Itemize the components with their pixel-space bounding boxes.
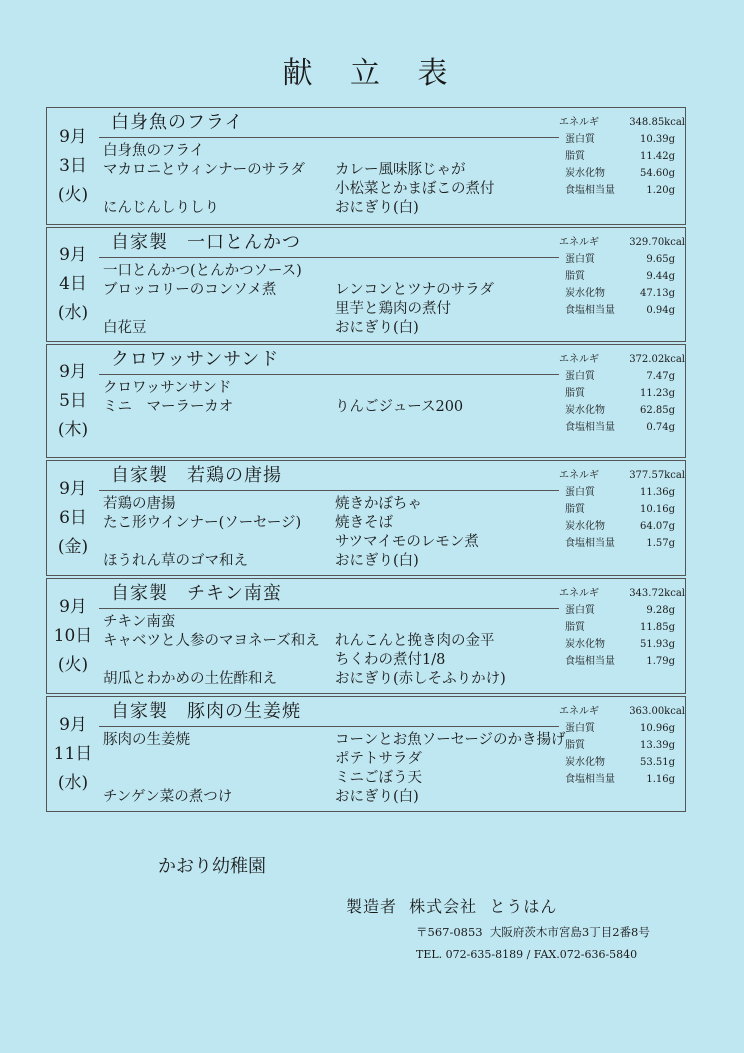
dish-item: ちくわの煮付1/8 — [335, 652, 446, 668]
dish-item: ミニごぼう天 — [335, 770, 422, 786]
nutrition-value: 11.23g — [639, 388, 675, 399]
dish-item — [103, 436, 335, 455]
nutrition-label: 蛋白質 — [565, 605, 595, 616]
date-month: 9月 — [59, 361, 87, 382]
date-month: 9月 — [59, 478, 87, 499]
date-day: 4日 — [59, 274, 87, 294]
dish-item: おにぎり(赤しそふりかけ) — [335, 671, 506, 687]
date-month: 9月 — [59, 714, 87, 735]
dish-item: 里芋と鶏肉の煮付 — [335, 301, 451, 317]
page-title: 献 立 表 — [282, 56, 462, 91]
dish-item: レンコンとツナのサラダ — [335, 282, 494, 298]
side-dishes — [103, 142, 563, 218]
side-dishes — [103, 379, 563, 455]
date-day: 11日 — [53, 743, 93, 764]
nutrition-label: エネルギ — [559, 706, 599, 717]
nutrition-label: 炭水化物 — [565, 757, 605, 768]
nutrition-carb — [559, 754, 687, 771]
dish-row — [103, 788, 563, 807]
dish-row — [103, 180, 563, 199]
nutrition-value: 11.36g — [639, 487, 675, 498]
kindergarten-name: かおり幼稚園 — [158, 856, 266, 877]
dish-item: おにぎり(白) — [335, 553, 419, 569]
dish-row — [103, 632, 563, 651]
nutrition-carb — [559, 402, 687, 419]
contact: TEL. 072-635-8189 / FAX.072-636-5840 — [416, 948, 638, 961]
date-month: 9月 — [59, 596, 87, 617]
dish-row — [103, 281, 563, 300]
nutrition-value: 7.47g — [646, 371, 675, 382]
dish-item: コーンとお魚ソーセージのかき揚げ — [335, 732, 566, 748]
day-block — [46, 344, 686, 458]
date-cell — [47, 461, 99, 575]
nutrition-label: 蛋白質 — [565, 723, 595, 734]
dish-row — [103, 514, 563, 533]
dish-row — [103, 199, 563, 218]
side-dishes — [103, 731, 566, 807]
nutrition-salt — [559, 535, 687, 552]
nutrition-value: 1.57g — [646, 538, 675, 549]
nutrition-salt — [559, 302, 687, 319]
nutrition-label: エネルギ — [559, 354, 599, 365]
nutrition-fat — [559, 619, 687, 636]
nutrition-protein — [559, 720, 687, 737]
nutrition-fat — [559, 148, 687, 165]
nutrition-fat — [559, 737, 687, 754]
dish-item: ポテトサラダ — [335, 751, 422, 767]
main-dish: クロワッサンサンド — [99, 345, 559, 375]
date-weekday: (火) — [57, 184, 89, 205]
dish-item: 小松菜とかまぼこの煮付 — [335, 181, 495, 197]
main-dish: 自家製 若鶏の唐揚 — [99, 461, 559, 491]
dish-row — [103, 319, 563, 338]
nutrition-value: 372.02kcal — [629, 354, 685, 365]
nutrition-fat — [559, 268, 687, 285]
nutrition-label: 炭水化物 — [565, 639, 605, 650]
dish-item: ほうれん草のゴマ和え — [103, 553, 248, 569]
date-cell — [47, 579, 99, 693]
dish-row — [103, 731, 566, 750]
day-block — [46, 227, 686, 342]
day-block — [46, 578, 686, 694]
nutrition-value: 1.20g — [646, 185, 675, 196]
nutrition-label: 炭水化物 — [565, 168, 605, 179]
nutrition-value: 377.57kcal — [629, 470, 685, 481]
dish-item: チキン南蛮 — [103, 614, 176, 630]
dish-item — [103, 533, 335, 552]
dish-row — [103, 379, 563, 398]
main-dish: 自家製 豚肉の生姜焼 — [99, 697, 559, 727]
dish-item — [103, 180, 335, 199]
date-weekday: (金) — [57, 536, 89, 557]
nutrition-label: 脂質 — [565, 388, 585, 399]
nutrition-protein — [559, 368, 687, 385]
dish-item: マカロニとウィンナーのサラダ — [103, 162, 305, 178]
dish-row — [103, 651, 563, 670]
nutrition-value: 64.07g — [639, 521, 675, 532]
dish-item: おにぎり(白) — [335, 320, 419, 336]
nutrition-value: 363.00kcal — [629, 706, 685, 717]
dish-row — [103, 552, 563, 571]
nutrition-energy — [559, 234, 687, 251]
nutrition-value: 10.16g — [639, 504, 675, 515]
nutrition-value: 47.13g — [639, 288, 675, 299]
dish-row — [103, 161, 563, 180]
nutrition-protein — [559, 484, 687, 501]
nutrition-label: 食塩相当量 — [565, 422, 615, 433]
nutrition-value: 51.93g — [639, 639, 675, 650]
nutrition-label: 食塩相当量 — [565, 656, 615, 667]
date-cell — [47, 108, 99, 224]
nutrition-panel — [559, 467, 687, 552]
day-block — [46, 107, 686, 225]
dish-item: ミニ マーラーカオ — [103, 399, 234, 415]
nutrition-value: 9.65g — [646, 254, 675, 265]
nutrition-label: エネルギ — [559, 237, 599, 248]
nutrition-panel — [559, 114, 687, 199]
dish-item — [103, 769, 335, 788]
nutrition-label: 食塩相当量 — [565, 774, 615, 785]
nutrition-panel — [559, 703, 687, 788]
dish-item — [335, 262, 563, 281]
nutrition-carb — [559, 636, 687, 653]
nutrition-panel — [559, 585, 687, 670]
nutrition-label: 脂質 — [565, 622, 585, 633]
dish-row — [103, 398, 563, 417]
nutrition-carb — [559, 285, 687, 302]
date-weekday: (木) — [57, 419, 89, 440]
nutrition-label: 炭水化物 — [565, 288, 605, 299]
dish-row — [103, 613, 563, 632]
dish-item — [335, 613, 563, 632]
dish-item: 焼きかぼちゃ — [335, 496, 422, 512]
nutrition-value: 9.28g — [646, 605, 675, 616]
nutrition-salt — [559, 419, 687, 436]
nutrition-value: 348.85kcal — [629, 117, 685, 128]
nutrition-energy — [559, 114, 687, 131]
nutrition-protein — [559, 602, 687, 619]
dish-row — [103, 750, 563, 769]
nutrition-label: 脂質 — [565, 151, 585, 162]
dish-item: りんごジュース200 — [335, 399, 464, 415]
side-dishes — [103, 495, 563, 571]
nutrition-value: 11.42g — [639, 151, 675, 162]
date-weekday: (水) — [57, 303, 89, 323]
nutrition-label: 蛋白質 — [565, 134, 595, 145]
date-day: 10日 — [53, 625, 93, 646]
nutrition-label: 脂質 — [565, 740, 585, 751]
dish-item: カレー風味豚じゃが — [335, 162, 466, 178]
nutrition-salt — [559, 182, 687, 199]
date-day: 3日 — [59, 155, 87, 176]
dish-item: れんこんと挽き肉の金平 — [335, 633, 495, 649]
nutrition-label: エネルギ — [559, 470, 599, 481]
dish-item: 白花豆 — [103, 320, 147, 336]
dish-item: 焼きそば — [335, 515, 393, 531]
side-dishes — [103, 262, 563, 338]
nutrition-label: 脂質 — [565, 271, 585, 282]
nutrition-salt — [559, 653, 687, 670]
day-block — [46, 460, 686, 576]
nutrition-label: 食塩相当量 — [565, 185, 615, 196]
nutrition-label: エネルギ — [559, 117, 599, 128]
nutrition-carb — [559, 518, 687, 535]
main-dish: 自家製 チキン南蛮 — [99, 579, 559, 609]
date-month: 9月 — [59, 126, 87, 147]
dish-row — [103, 417, 563, 436]
dish-item: 胡瓜とわかめの土佐酢和え — [103, 671, 277, 687]
dish-row — [103, 670, 563, 689]
dish-item: 豚肉の生姜焼 — [103, 732, 190, 748]
nutrition-label: 蛋白質 — [565, 487, 595, 498]
dish-item: たこ形ウインナー(ソーセージ) — [103, 515, 302, 531]
nutrition-carb — [559, 165, 687, 182]
dish-item — [103, 651, 335, 670]
date-day: 6日 — [59, 507, 87, 528]
main-dish: 白身魚のフライ — [99, 108, 559, 138]
nutrition-value: 11.85g — [639, 622, 675, 633]
nutrition-salt — [559, 771, 687, 788]
nutrition-label: 食塩相当量 — [565, 538, 615, 549]
dish-item: チンゲン菜の煮つけ — [103, 789, 233, 805]
nutrition-panel — [559, 351, 687, 436]
dish-item: 若鶏の唐揚 — [103, 496, 176, 512]
nutrition-label: 脂質 — [565, 504, 585, 515]
nutrition-value: 13.39g — [639, 740, 675, 751]
nutrition-energy — [559, 467, 687, 484]
dish-item — [335, 142, 563, 161]
dish-row — [103, 262, 563, 281]
dish-row — [103, 142, 563, 161]
side-dishes — [103, 613, 563, 689]
nutrition-value: 54.60g — [639, 168, 675, 179]
nutrition-value: 0.94g — [646, 305, 675, 316]
dish-item: 一口とんかつ(とんかつソース) — [103, 263, 302, 279]
nutrition-label: 蛋白質 — [565, 371, 595, 382]
nutrition-fat — [559, 385, 687, 402]
date-month: 9月 — [59, 245, 87, 265]
nutrition-value: 10.96g — [639, 723, 675, 734]
dish-item — [103, 300, 335, 319]
dish-item — [335, 417, 563, 436]
dish-item: ブロッコリーのコンソメ煮 — [103, 282, 277, 298]
maker-line: 製造者 株式会社 とうはん — [346, 897, 558, 916]
nutrition-value: 0.74g — [646, 422, 675, 433]
nutrition-label: 炭水化物 — [565, 405, 605, 416]
main-dish: 自家製 一口とんかつ — [99, 228, 559, 258]
date-day: 5日 — [59, 390, 87, 411]
nutrition-label: 炭水化物 — [565, 521, 605, 532]
dish-row — [103, 300, 563, 319]
dish-item: クロワッサンサンド — [103, 380, 232, 396]
nutrition-value: 10.39g — [639, 134, 675, 145]
dish-item: キャベツと人参のマヨネーズ和え — [103, 633, 320, 649]
nutrition-value: 1.16g — [646, 774, 675, 785]
nutrition-value: 53.51g — [639, 757, 675, 768]
dish-item: おにぎり(白) — [335, 200, 419, 216]
nutrition-protein — [559, 131, 687, 148]
dish-item — [103, 750, 335, 769]
address: 〒567-0853 大阪府茨木市宮島3丁目2番8号 — [416, 925, 650, 939]
nutrition-value: 62.85g — [639, 405, 675, 416]
nutrition-value: 9.44g — [646, 271, 675, 282]
dish-item: サツマイモのレモン煮 — [335, 534, 479, 550]
date-weekday: (火) — [57, 654, 89, 675]
dish-row — [103, 769, 563, 788]
dish-item — [335, 436, 563, 455]
nutrition-value: 1.79g — [646, 656, 675, 667]
nutrition-value: 343.72kcal — [629, 588, 685, 599]
day-block — [46, 696, 686, 812]
nutrition-energy — [559, 585, 687, 602]
date-cell — [47, 228, 99, 341]
dish-row — [103, 533, 563, 552]
nutrition-fat — [559, 501, 687, 518]
date-cell — [47, 697, 99, 811]
nutrition-value: 329.70kcal — [629, 237, 685, 248]
dish-row — [103, 495, 563, 514]
date-cell — [47, 345, 99, 457]
nutrition-panel — [559, 234, 687, 319]
date-weekday: (水) — [57, 772, 89, 793]
dish-item: にんじんしりしり — [103, 200, 219, 216]
nutrition-label: 食塩相当量 — [565, 305, 615, 316]
dish-item: 白身魚のフライ — [103, 143, 205, 159]
menu-table — [46, 107, 686, 812]
nutrition-energy — [559, 351, 687, 368]
nutrition-protein — [559, 251, 687, 268]
dish-item — [103, 417, 335, 436]
nutrition-energy — [559, 703, 687, 720]
dish-item: おにぎり(白) — [335, 789, 419, 805]
nutrition-label: エネルギ — [559, 588, 599, 599]
dish-row — [103, 436, 563, 455]
nutrition-label: 蛋白質 — [565, 254, 595, 265]
dish-item — [335, 379, 563, 398]
